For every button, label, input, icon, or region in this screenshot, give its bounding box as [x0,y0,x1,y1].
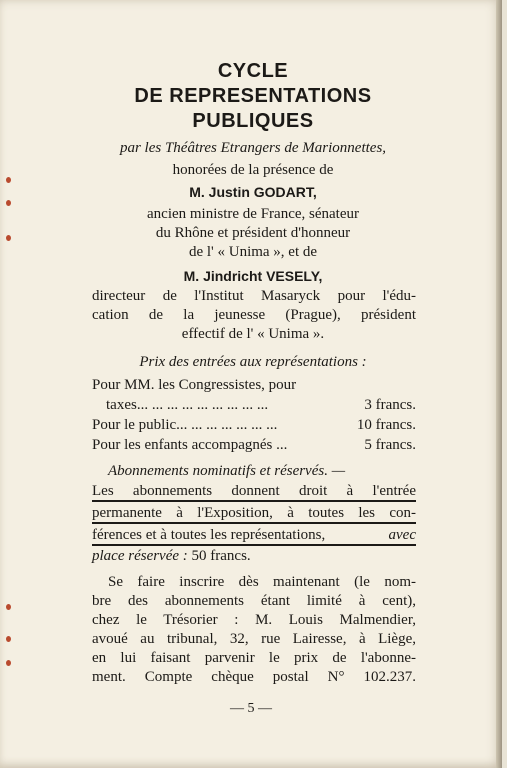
prices-heading: Prix des entrées aux représentations : [139,354,367,370]
price-row [92,417,416,437]
binding-mark [6,235,11,241]
abonnements-line-4 [92,547,416,566]
title-line-1: CYCLE [217,60,289,82]
abonnements-line-3-text: férences et à toutes les représentations, [92,527,326,543]
binding-mark [6,636,11,642]
underline [92,544,416,546]
person2-desc-1: directeur de l'Institut Masaryck pour l'édu- [92,288,416,304]
page-edge-shadow [496,0,502,768]
person1-desc-2: du Rhône et président d'honneur [155,225,351,241]
page-number: — 5 — [230,701,272,716]
title-line-2: DE REPRESENTATIONS [134,85,372,107]
price-value: 3 francs. [364,397,416,413]
abonnements-line-3-italic: avec [388,527,416,543]
person1-name: M. Justin GODART, [189,184,317,200]
inscription-line-4: avoué au tribunal, 32, rue Lairesse, à Liège, [92,631,416,647]
abonnements-line-3 [92,526,416,545]
person2-desc-3: effectif de l' « Unima ». [181,326,325,342]
title-line-3: PUBLIQUES [192,110,314,132]
price-row [92,397,416,417]
person2-name: M. Jindricht VESELY, [183,268,323,284]
binding-mark [6,660,11,666]
price-label: Pour les enfants accompagnés ... [92,437,288,453]
price-value: 10 francs. [356,417,416,433]
inscription-line-5: en lui faisant parvenir le prix de l'abonne- [92,650,416,666]
inscription-line-2: bre des abonnements étant limité à cent), [92,593,416,609]
price-value: 5 francs. [364,437,416,453]
underline [92,500,416,502]
abonnements-heading: Abonnements nominatifs et réservés. — [108,463,346,479]
price-label: Pour le public... ... ... ... ... ... ... [92,417,278,433]
abonnements-line-2: permanente à l'Exposition, à toutes les con- [92,505,416,521]
person1-desc-3: de l' « Unima », et de [188,244,318,260]
inscription-line-6: ment. Compte chèque postal N° 102.237. [92,669,416,685]
inscription-line-1: Se faire inscrire dès maintenant (le nom- [108,574,416,590]
presence-text: honorées de la présence de [172,162,334,178]
price-row [92,437,416,457]
abonnements-line-1: Les abonnements donnent droit à l'entrée [92,483,416,499]
price-label: taxes... ... ... ... ... ... ... ... ... [106,397,269,413]
subtitle: par les Théâtres Etrangers de Marionnettes, [119,140,387,156]
price-label: Pour MM. les Congressistes, pour [92,377,297,393]
binding-mark [6,200,11,206]
abonnements-line-4-text: 50 francs. [187,548,251,564]
underline [92,522,416,524]
person1-desc-1: ancien ministre de France, sénateur [147,206,359,222]
binding-mark [6,604,11,610]
abonnements-line-4-italic: place réservée : [92,548,188,564]
person2-desc-2: cation de la jeunesse (Prague), président [92,307,416,323]
binding-mark [6,177,11,183]
price-row [92,377,416,397]
inscription-line-3: chez le Trésorier : M. Louis Malmendier, [92,612,416,628]
